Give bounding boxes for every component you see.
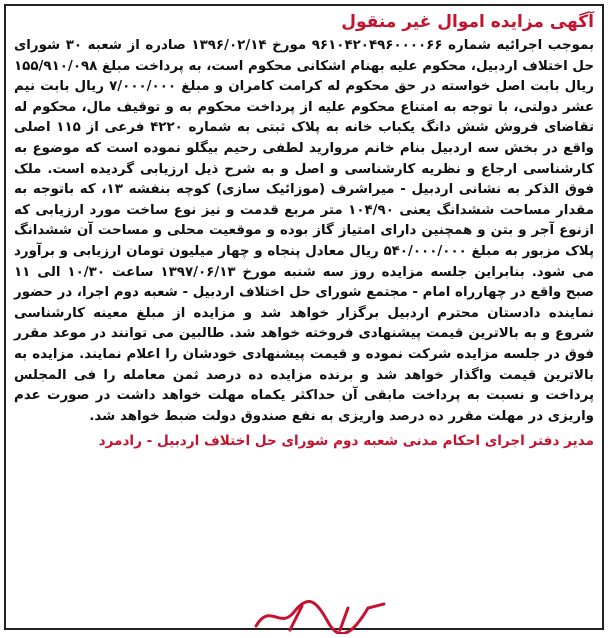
notice-signature: مدیر دفتر اجرای احکام مدنی شعبه دوم شورای حل اختلاف اردبیل - رادمرد (98, 433, 594, 450)
notice-body: بموجب اجرائیه شماره ۹۶۱۰۴۲۰۴۹۶۰۰۰۰۶۶ مورخ ۱۳۹۶/۰۲/۱۴ صادره از شعبه ۳۰ شورای حل اختلاف اردبیل، محکوم علیه بهنام اشکانی محکوم است، به پرداخت مبلغ ۱۵۵/۹۱۰/۰۹۸ ریال بابت اصل خواسته در حق محکوم له کرامت کامران و مبلغ ۷/۰۰۰/۰۰۰ ریال بابت نیم عشر دولتی، با توجه به امتناع محکوم علیه از پرداخت محکوم به و توقیف مال، محکوم له تقاضای فروش شش دانگ یکباب خانه به پلاک ثبتی به شماره ۴۲۲۰ فرعی از ۱۱۵ اصلی واقع در بخش سه اردبیل بنام خانم مروارید لطفی رحیم بیگلو نموده است که موضوع به کارشناسی ارجاع و نظریه کارشناسی و اصل و به شرح ذیل ارزیابی گردیده است. ملک فوق الذکر به نشانی اردبیل - میراشرف (موزائیک سازی) کوچه بنفشه ۱۳، که باتوجه به مقدار مساحت ششدانگ یعنی ۱۰۴/۹۰ متر مربع قدمت و نیز نوع ساخت مورد ارزیابی که ازنوع آجر و بتن و همچنین دارای امتیاز گاز بوده و موقعیت محلی و مساحت آن ششدانگ پلاک مزبور به مبلغ ۵۴۰/۰۰۰/۰۰۰ ریال معادل پنجاه و چهار میلیون تومان ارزیابی و برآورد می شود. بنابراین جلسه مزایده روز سه شنبه مورخ ۱۳۹۷/۰۶/۱۳ ساعت ۱۰/۳۰ الی ۱۱ صبح واقع در چهارراه امام - مجتمع شورای حل اختلاف اردبیل - شعبه دوم اجرا، در حضور نماینده دادستان محترم اردبیل برگزار خواهد شد و مزایده از مبلغ معینه کارشناسی شروع و به بالاترین قیمت پیشنهادی فروخته خواهد شد. طالبین می توانند در موعد مقرر فوق در جلسه مزایده شرکت نموده و قیمت پیشنهادی خودشان را اعلام نمایند. مزایده به بالاترین قیمت واگذار خواهد شد و برنده مزایده ده درصد ثمن معامله را فی المجلس پرداخت و نسبت به پرداخت مابقی آن حداکثر یکماه مهلت خواهد داشت در صورت عدم واریزی در مهلت مقرر ده درصد واریزی به نفع صندوق دولت ضبط خواهد شد. (14, 38, 595, 424)
notice-title: آگهی مزایده اموال غیر منقول (341, 12, 594, 32)
auction-notice (4, 4, 604, 630)
handwritten-signature-mark (250, 596, 390, 634)
